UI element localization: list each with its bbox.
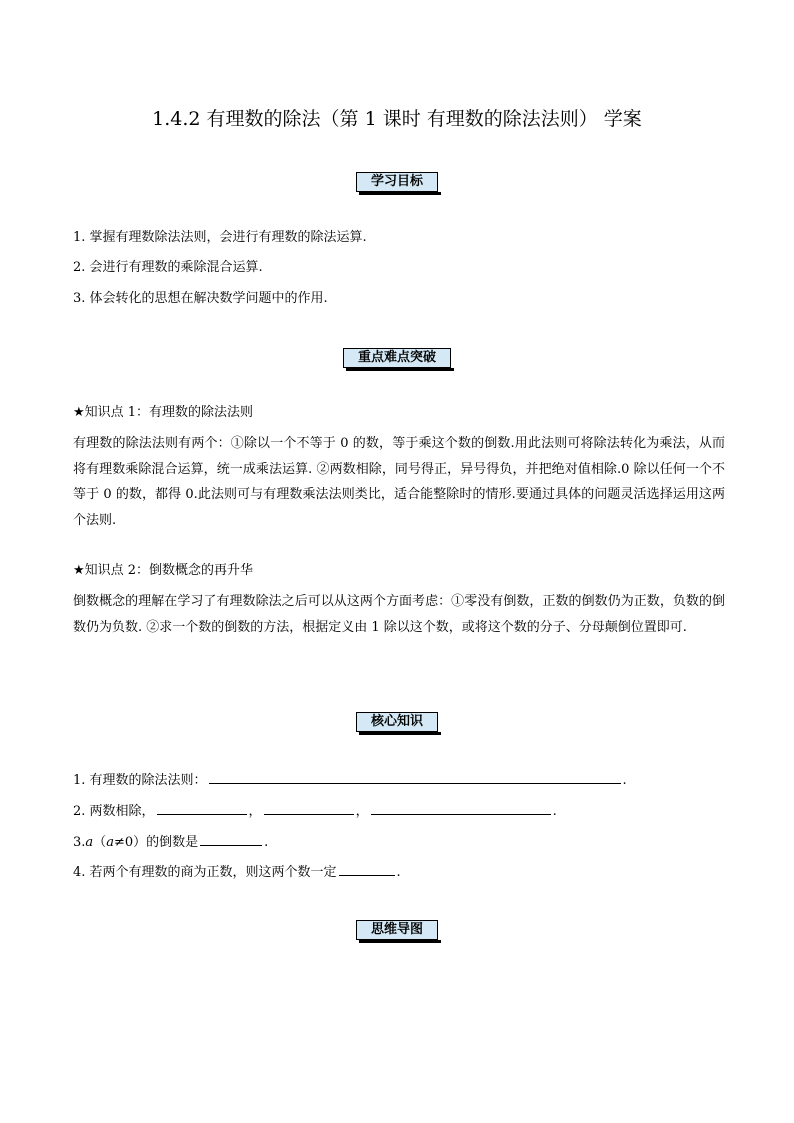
section-label: 核心知识 [356, 712, 438, 732]
answer-blank[interactable] [200, 833, 262, 846]
objective-item: 3. 体会转化的思想在解决数学问题中的作用. [73, 291, 328, 306]
section-mindmap [0, 918, 794, 940]
section-keypoints [0, 346, 794, 368]
core-question-1: 1. 有理数的除法法则： . [73, 773, 627, 788]
star-icon: ★ [73, 405, 85, 420]
answer-blank[interactable] [371, 802, 551, 815]
kp-heading-text: 知识点 1：有理数的除法法则 [84, 405, 254, 420]
knowledge-point-2-heading [73, 562, 723, 580]
answer-blank[interactable] [157, 802, 247, 815]
section-label: 学习目标 [356, 172, 438, 192]
objective-item: 1. 掌握有理数除法法则，会进行有理数的除法运算. [73, 230, 367, 245]
knowledge-point-1-body: 有理数的除法法则有两个：①除以一个不等于 0 的数，等于乘这个数的倒数.用此法则可将除法转化为乘法，从而将有理数乘除混合运算，统一成乘法运算. ②两数相除，同号得正，异号得负，并把绝对值相除.0 除以任何一个不等于 0 的数，都得 0.此法则可与有理数乘法法则类比，适合能整除时的情形.要通过具体的问题灵活选择运用这两个法则. [73, 436, 725, 528]
core-question-4: 4. 若两个有理数的商为正数，则这两个数一定 . [73, 865, 401, 880]
section-objectives [0, 170, 794, 192]
section-label: 重点难点突破 [343, 348, 451, 368]
page-title: 1.4.2 有理数的除法（第 1 课时 有理数的除法法则） 学案 [152, 108, 642, 130]
section-label: 思维导图 [356, 920, 438, 940]
knowledge-point-1-heading [73, 404, 723, 422]
answer-blank[interactable] [339, 863, 395, 876]
core-question-3: 3.a（a≠0）的倒数是 . [73, 835, 269, 850]
kp-heading-text: 知识点 2：倒数概念的再升华 [84, 563, 254, 578]
knowledge-point-2-body: 倒数概念的理解在学习了有理数除法之后可以从这两个方面考虑：①零没有倒数，正数的倒数仍为正数，负数的倒数仍为负数. ②求一个数的倒数的方法，根据定义由 1 除以这个数，或将这个数的分子、分母颠倒位置即可. [73, 594, 725, 635]
objective-item: 2. 会进行有理数的乘除混合运算. [73, 260, 263, 275]
answer-blank[interactable] [264, 802, 354, 815]
core-question-2: 2. 两数相除， ， ， . [73, 804, 557, 819]
section-core [0, 710, 794, 732]
answer-blank[interactable] [209, 771, 621, 784]
star-icon: ★ [73, 563, 85, 578]
